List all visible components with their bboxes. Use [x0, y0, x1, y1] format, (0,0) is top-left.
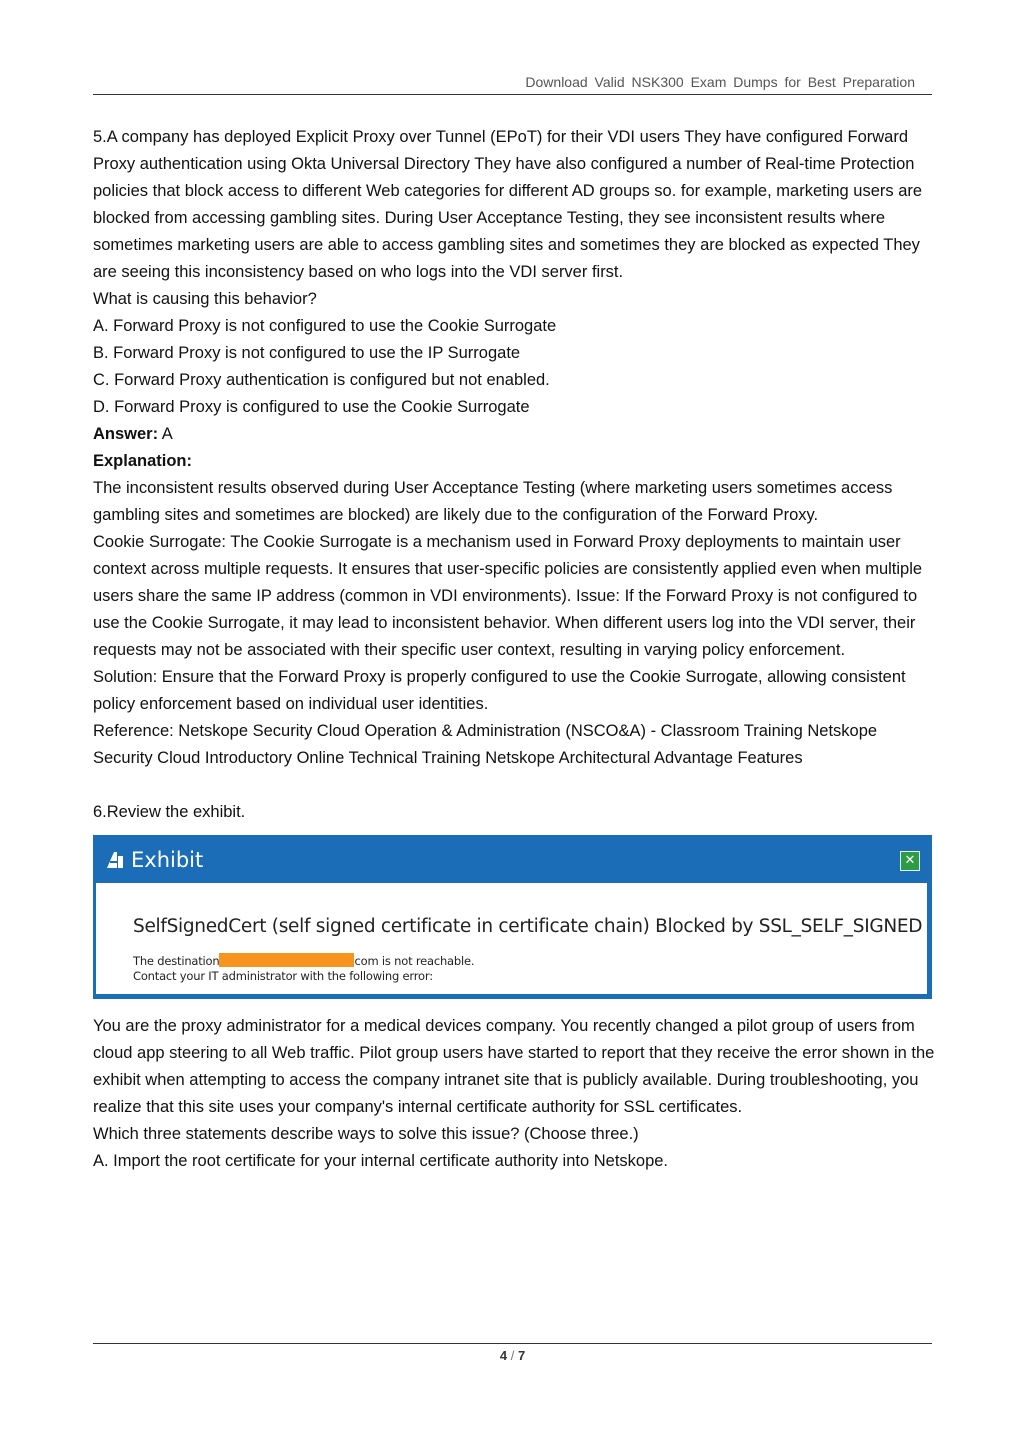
question-5-option-c: C. Forward Proxy authentication is configured but not enabled.: [93, 371, 550, 389]
explanation-paragraph: Cookie Surrogate: The Cookie Surrogate is a mechanism used in Forward Proxy deployments to maintain user context across multiple requests. It ensures that user-specific policies are consistently applied even when multiple users share the same IP address (common in VDI environments). Issue: If the Forward Proxy is not configured to use the Cookie Surrogate, it may lead to inconsistent behavior. When different users log into the VDI server, their requests may not be associated with their specific user context, resulting in varying policy enforcement.: [93, 533, 923, 659]
page-header: [93, 72, 932, 95]
question-6-intro: 6.Review the exhibit.: [93, 803, 246, 821]
exhibit-error-message: SelfSignedCert (self signed certificate in certificate chain) Blocked by SSL_SELF_SIGNED: [133, 916, 923, 937]
page-footer: [93, 1343, 932, 1363]
redaction-block: [219, 953, 354, 967]
exhibit-title-bar: [105, 845, 203, 875]
header-title: Download Valid NSK300 Exam Dumps for Best Preparation: [525, 74, 915, 90]
question-5-text: 5.A company has deployed Explicit Proxy over Tunnel (EPoT) for their VDI users They have configured Forward Proxy authentication using Okta Universal Directory They have also configured a number of Real-time Protection policies that block access to different Web categories for different AD groups so. for example, marketing users are blocked from accessing gambling sites. During User Acceptance Testing, they see inconsistent results where sometimes marketing users are able to access gambling sites and sometimes they are blocked as expected They are seeing this inconsistency based on who logs into the VDI server first.: [93, 128, 923, 281]
close-icon: ✕: [900, 851, 920, 871]
question-5-option-d: D. Forward Proxy is configured to use the Cookie Surrogate: [93, 398, 530, 416]
question-5-prompt: What is causing this behavior?: [93, 290, 317, 308]
answer-label: Answer:: [93, 425, 159, 443]
destination-prefix: The destination: [133, 954, 220, 968]
exhibit-logo-icon: [105, 850, 125, 870]
question-6-option-a: A. Import the root certificate for your internal certificate authority into Netskope.: [93, 1152, 669, 1170]
question-5-option-b: B. Forward Proxy is not configured to use the IP Surrogate: [93, 344, 521, 362]
page-total: 7: [517, 1348, 526, 1363]
page-content: [93, 124, 938, 1175]
answer-value: A: [161, 425, 173, 443]
exhibit-destination-line: [133, 953, 474, 968]
explanation-reference: Reference: Netskope Security Cloud Operation & Administration (NSCO&A) - Classroom Training Netskope Security Cloud Introductory Online Technical Training Netskope Architectural Advantage Features: [93, 722, 878, 767]
exhibit-contact-line: Contact your IT administrator with the following error:: [133, 969, 433, 983]
question-5-option-a: A. Forward Proxy is not configured to use the Cookie Surrogate: [93, 317, 557, 335]
exhibit-image: [93, 835, 932, 999]
exhibit-body: [96, 883, 927, 994]
explanation-label: Explanation:: [93, 452, 193, 470]
exhibit-title: Exhibit: [131, 847, 204, 872]
explanation-paragraph: Solution: Ensure that the Forward Proxy is properly configured to use the Cookie Surrogate, allowing consistent policy enforcement based on individual user identities.: [93, 668, 906, 713]
page-number: [93, 1348, 932, 1363]
section-spacer: [93, 772, 938, 799]
page-separator: /: [510, 1348, 515, 1363]
answer-line: [93, 421, 938, 448]
question-6-prompt: Which three statements describe ways to solve this issue? (Choose three.): [93, 1125, 639, 1143]
explanation-paragraph: The inconsistent results observed during User Acceptance Testing (where marketing users sometimes access gambling sites and sometimes are blocked) are likely due to the configuration of the Forward Proxy.: [93, 479, 893, 524]
question-6-text: You are the proxy administrator for a medical devices company. You recently changed a pilot group of users from cloud app steering to all Web traffic. Pilot group users have started to report that they receive the error shown in the exhibit when attempting to access the company intranet site that is publicly available. During troubleshooting, you realize that this site uses your company's internal certificate authority for SSL certificates.: [93, 1017, 935, 1116]
page-current: 4: [499, 1348, 508, 1363]
destination-suffix: com is not reachable.: [354, 954, 475, 968]
